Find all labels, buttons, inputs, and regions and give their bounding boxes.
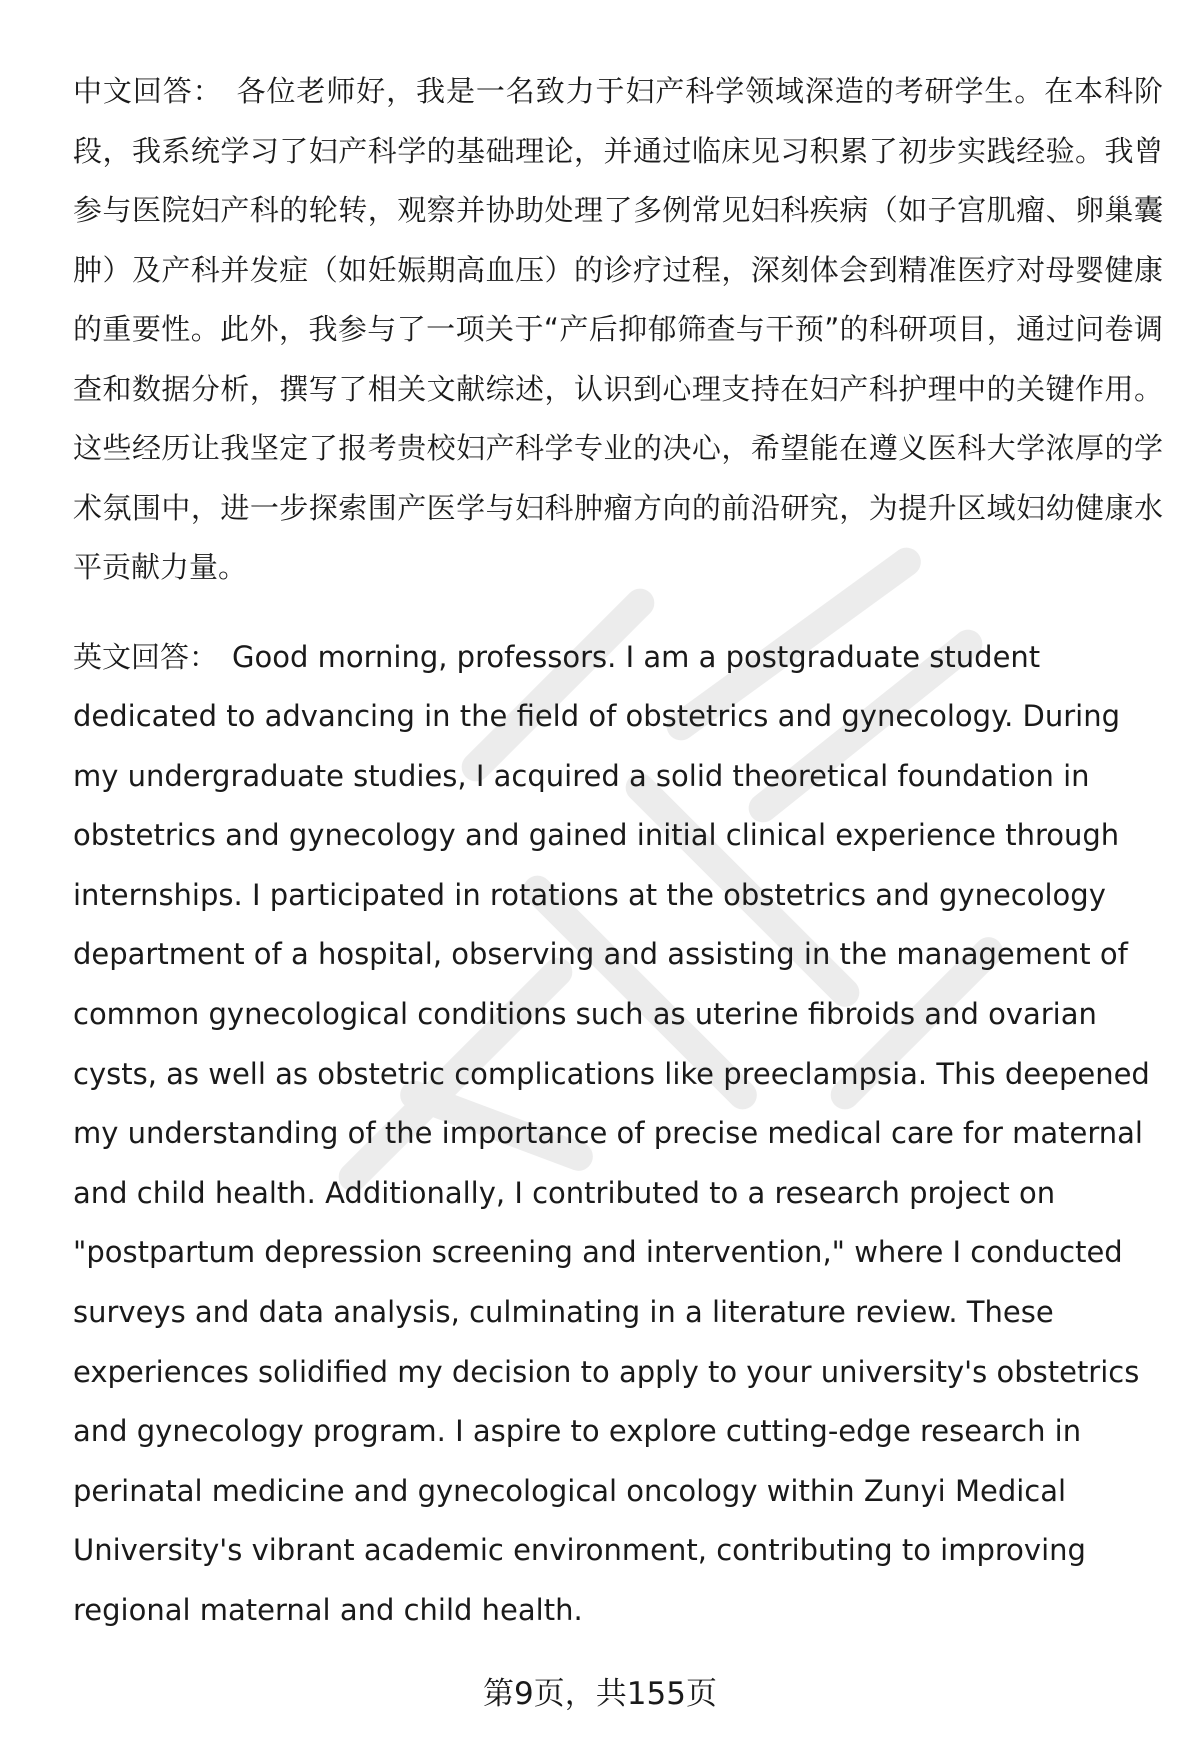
- english-answer-paragraph: [73, 628, 1163, 1641]
- english-answer-label: 英文回答：: [73, 639, 219, 674]
- content-area: [73, 62, 1163, 1641]
- english-answer-text: Good morning, professors. I am a postgraduate student dedicated to advancing in the field of obstetrics and gynecology. During my undergraduate studies, I acquired a solid theoretical foundation in obstetrics and gynecology and gained initial clinical experience through internships. I participated in rotations at the obstetrics and gynecology department of a hospital, observing and assisting in the management of common gynecological conditions such as uterine fibroids and ovarian cysts, as well as obstetric complications like preeclampsia. This deepened my understanding of the importance of precise medical care for maternal and child health. Additionally, I contributed to a research project on "postpartum depression screening and intervention," where I conducted surveys and data analysis, culminating in a literature review. These experiences solidified my decision to apply to your university's obstetrics and gynecology program. I aspire to explore cutting-edge research in perinatal medicine and gynecological oncology within Zunyi Medical University's vibrant academic environment, contributing to improving regional maternal and child health.: [73, 639, 1150, 1627]
- chinese-answer-text: 各位老师好，我是一名致力于妇产科学领域深造的考研学生。在本科阶段，我系统学习了妇产科学的基础理论，并通过临床见习积累了初步实践经验。我曾参与医院妇产科的轮转，观察并协助处理了多例常见妇科疾病（如子宫肌瘤、卵巢囊肿）及产科并发症（如妊娠期高血压）的诊疗过程，深刻体会到精准医疗对母婴健康的重要性。此外，我参与了一项关于“产后抑郁筛查与干预”的科研项目，通过问卷调查和数据分析，撰写了相关文献综述，认识到心理支持在妇产科护理中的关键作用。这些经历让我坚定了报考贵校妇产科学专业的决心，希望能在遵义医科大学浓厚的学术氛围中，进一步探索围产医学与妇科肿瘤方向的前沿研究，为提升区域妇幼健康水平贡献力量。: [73, 74, 1163, 584]
- chinese-answer-paragraph: [73, 62, 1163, 598]
- page-number: 第9页，共155页: [483, 1676, 717, 1712]
- chinese-answer-label: 中文回答：: [73, 74, 223, 108]
